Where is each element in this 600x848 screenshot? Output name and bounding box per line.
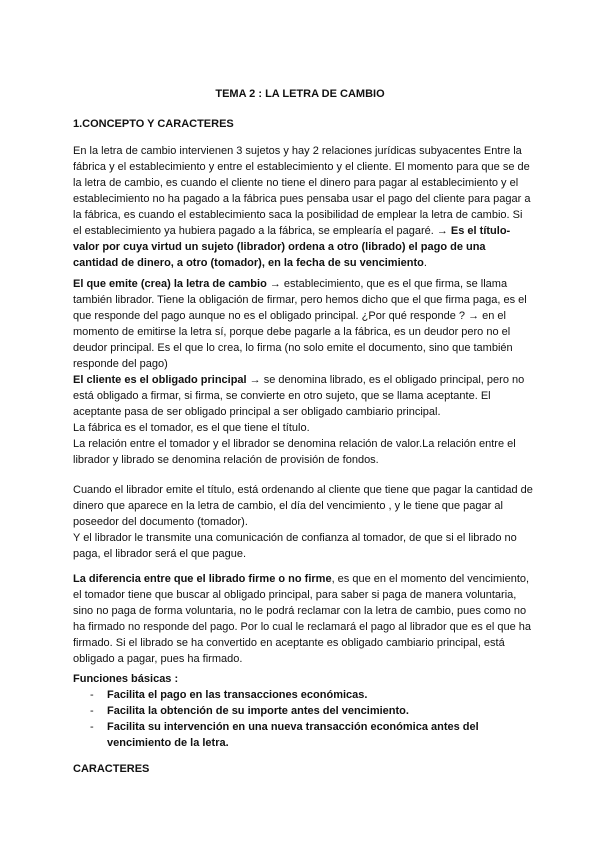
paragraph-text: Cuando el librador emite el título, está ordenando al cliente que tiene que pagar la cantidad de dinero que aparece en la letra de cambio, el día del vencimiento , y le tiene que pagar al poseedor del documento (tomador). xyxy=(73,484,533,528)
librador-lead: El que emite (crea) la letra de cambio xyxy=(73,278,267,290)
paragraph-text xyxy=(73,571,533,667)
paragraph-text: Y el librador le transmite una comunicación de confianza al tomador, de que si el librado no paga, el librador será el que pague. xyxy=(73,532,517,560)
section-heading-concepto: 1.CONCEPTO Y CARACTERES xyxy=(73,118,234,130)
list-item xyxy=(73,687,533,703)
funciones-heading-text: Funciones básicas : xyxy=(73,673,179,685)
definition-end: . xyxy=(423,257,427,269)
librado-text: → se denomina librado, es el obligado principal, pero no está obligado a firmar, si firma, se convierte en otro sujeto, que se llama aceptante. El aceptante pasa de ser obligado principal a ser obligado cambiario principal. xyxy=(73,374,525,418)
paragraph-text: La fábrica es el tomador, es el que tiene el título. xyxy=(73,422,310,434)
list-item-text: Facilita el pago en las transacciones económicas. xyxy=(107,689,368,701)
diferencia-lead: La diferencia entre que el librado firme o no firme xyxy=(73,573,332,585)
paragraph-diferencia xyxy=(73,571,533,667)
paragraph-intro xyxy=(73,143,533,271)
list-item xyxy=(73,719,533,751)
paragraph-text xyxy=(73,276,533,372)
paragraph-text xyxy=(73,372,533,420)
definition-text: → Es el título-valor por cuya virtud un sujeto (librador) ordena a otro (librado) el pago de una cantidad de dinero, a otro (tomador), en la fecha de su vencimiento xyxy=(73,225,511,269)
paragraph-text: La relación entre el tomador y el librador se denomina relación de valor.La relación entre el librador y librado se denomina relación de provisión de fondos. xyxy=(73,438,516,466)
list-marker: - xyxy=(90,689,94,701)
funciones-list xyxy=(73,687,533,751)
list-marker: - xyxy=(90,721,94,733)
funciones-section xyxy=(73,671,533,751)
paragraph-relaciones xyxy=(73,436,533,468)
list-item xyxy=(73,703,533,719)
paragraph-librador xyxy=(73,276,533,436)
funciones-heading xyxy=(73,671,533,687)
librado-lead: El cliente es el obligado principal xyxy=(73,374,247,386)
paragraph-emision xyxy=(73,482,533,562)
list-item-text: Facilita la obtención de su importe antes del vencimiento. xyxy=(107,705,409,717)
librador-text: → establecimiento, que es el que firma, se llama también librador. Tiene la obligación de firmar, pero hemos dicho que el que firma paga, es el que responde del pago aunque no es el obligado principal. ¿Por qué responde ? → en el momento de emitirse la letra sí, porque debe pagarle a la fábrica, es un deudor pero no el deudor principal. Es el que lo crea, lo firma (no solo emite el documento, sino que también responde del pago) xyxy=(73,278,527,370)
list-item-text: Facilita su intervención en una nueva transacción económica antes del vencimiento de la letra. xyxy=(107,721,479,749)
paragraph-text xyxy=(73,143,533,271)
diferencia-text: , es que en el momento del vencimiento, el tomador tiene que buscar al obligado principal, para saber si paga de manera voluntaria, sino no paga de forma voluntaria, no le podrá reclamar con la letra de cambio, pues como no ha firmado no responde del pago. Por lo cual le reclamará el pago al librador que es el que ha firmado. Si el librado se ha convertido en aceptante es obligado cambiario principal, está obligado a pagar, pues ha firmado. xyxy=(73,573,532,665)
list-marker: - xyxy=(90,705,94,717)
section-heading-caracteres: CARACTERES xyxy=(73,763,150,775)
intro-text: En la letra de cambio intervienen 3 sujetos y hay 2 relaciones jurídicas subyacentes Entre la fábrica y el establecimiento y entre el establecimiento y el cliente. El momento para que se de la letra de cambio, es cuando el cliente no tiene el dinero para pagar al establecimiento y el establecimiento no ha pagado a la fábrica pues pensaba usar el pago del cliente para pagar a la fábrica, es cuando el establecimiento saca la posibilidad de emplear la letra de cambio. Si el establecimiento ya hubiera pagado a la fábrica, se emplearía el pagaré. xyxy=(73,145,531,237)
page-title: TEMA 2 : LA LETRA DE CAMBIO xyxy=(215,88,385,100)
